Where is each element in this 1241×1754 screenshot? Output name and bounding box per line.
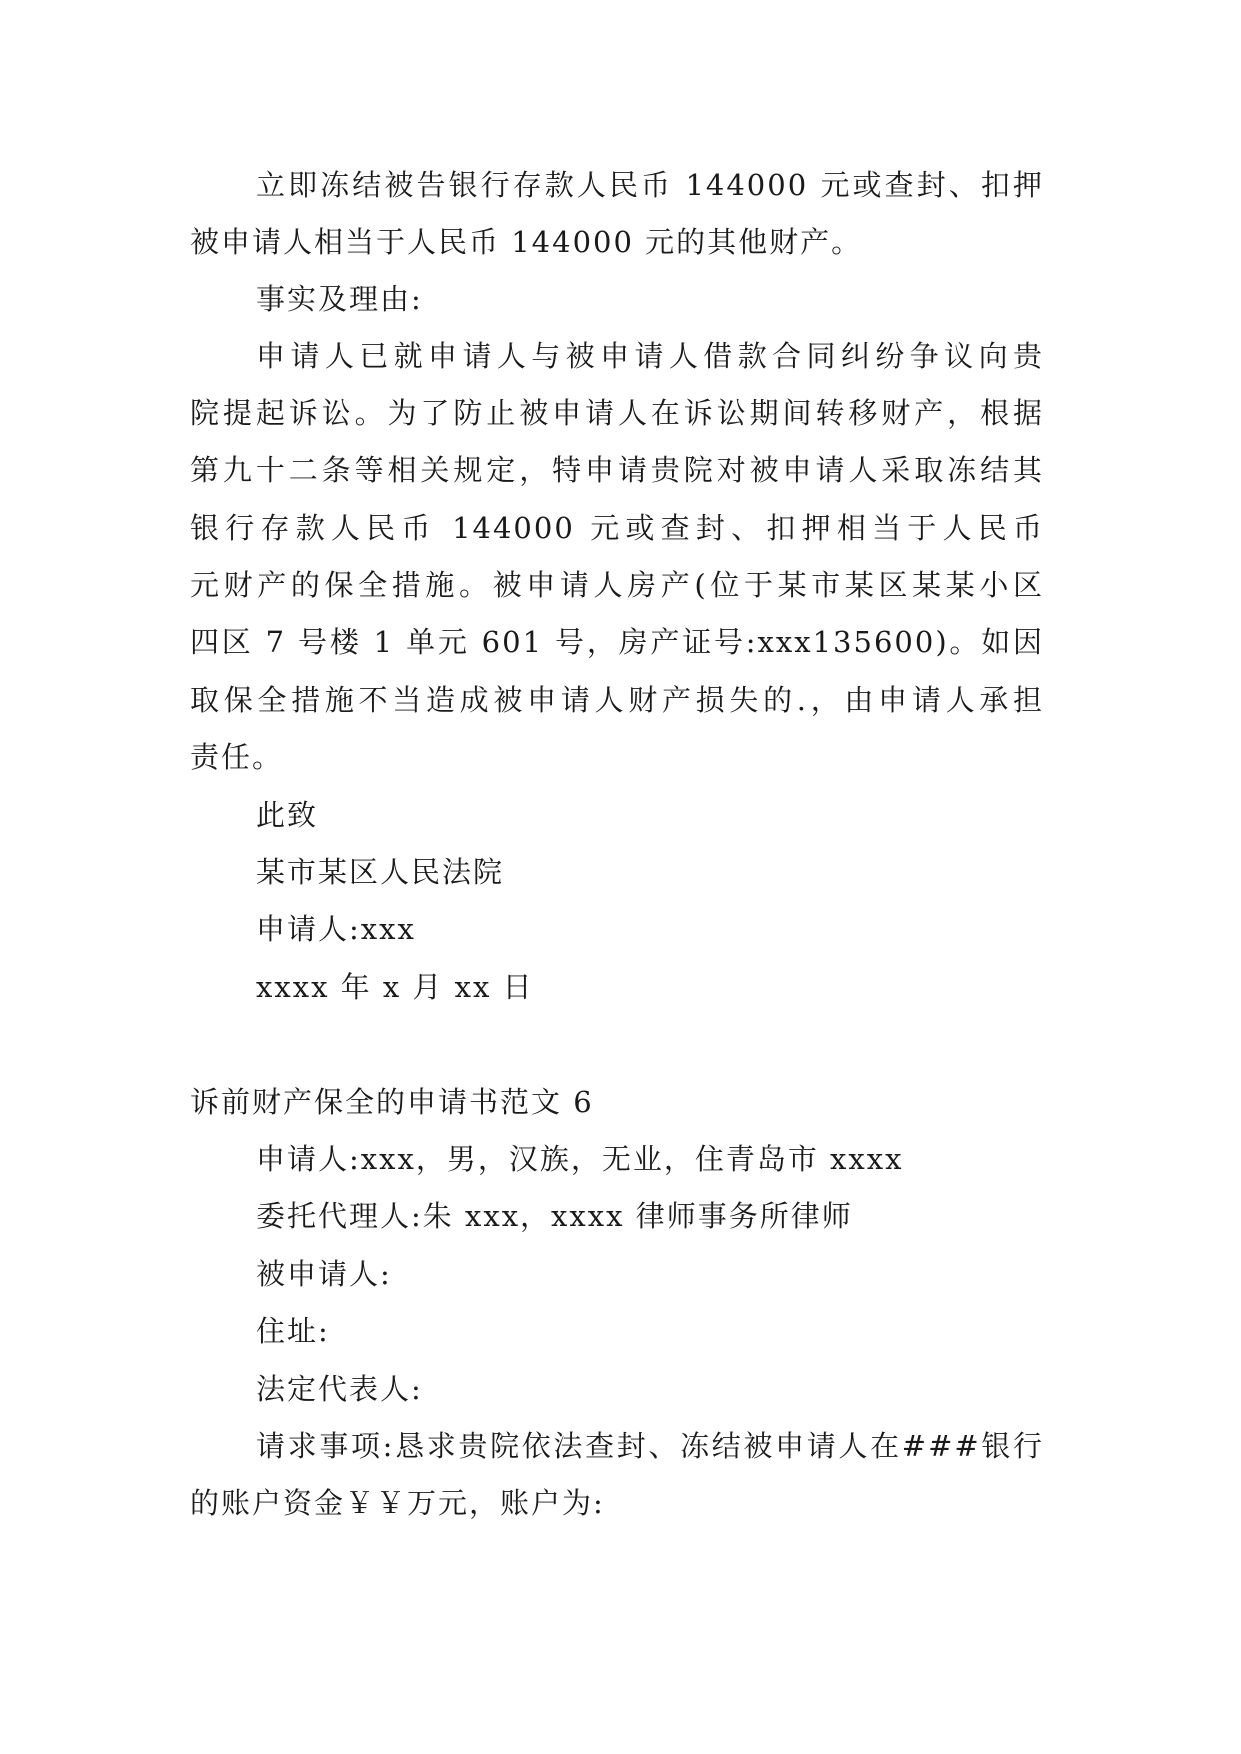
closing-salutation: 此致 (256, 798, 319, 832)
respondent-label: 被申请人: (256, 1257, 392, 1291)
paragraph-line: 责任。 (190, 740, 284, 774)
legal-representative-label: 法定代表人: (256, 1372, 423, 1406)
applicant-info: 申请人:xxx，男，汉族，无业，住青岛市 xxxx (256, 1142, 904, 1176)
date-line: xxxx 年 x 月 xx 日 (256, 970, 534, 1004)
section-title: 诉前财产保全的申请书范文 6 (190, 1085, 594, 1119)
paragraph-line: 申请人已就申请人与被申请人借款合同纠纷争议向贵 (256, 339, 1044, 373)
paragraph-line: 四区 7 号楼 1 单元 601 号，房产证号:xxx135600)。如因 (190, 625, 1044, 659)
recipient-court: 某市某区人民法院 (256, 855, 505, 889)
paragraph-line: 第九十二条等相关规定，特申请贵院对被申请人采取冻结其 (190, 453, 1044, 487)
paragraph-line: 院提起诉讼。为了防止被申请人在诉讼期间转移财产，根据 (190, 396, 1044, 430)
request-line: 的账户资金￥￥万元，账户为: (190, 1486, 605, 1520)
paragraph-line: 立即冻结被告银行存款人民币 144000 元或查封、扣押 (256, 168, 1044, 202)
agent-info: 委托代理人:朱 xxx，xxxx 律师事务所律师 (256, 1199, 853, 1233)
paragraph-line: 银行存款人民币 144000 元或查封、扣押相当于人民币 (190, 511, 1044, 545)
paragraph-line: 元财产的保全措施。被申请人房产(位于某市某区某某小区 (190, 568, 1044, 602)
address-label: 住址: (256, 1314, 330, 1348)
request-line: 请求事项:恳求贵院依法查封、冻结被申请人在###银行 (256, 1429, 1044, 1463)
section-heading: 事实及理由: (256, 282, 423, 316)
paragraph-line: 被申请人相当于人民币 144000 元的其他财产。 (190, 225, 863, 259)
applicant-signature: 申请人:xxx (256, 912, 416, 946)
paragraph-line: 取保全措施不当造成被申请人财产损失的.，由申请人承担 (190, 683, 1044, 717)
